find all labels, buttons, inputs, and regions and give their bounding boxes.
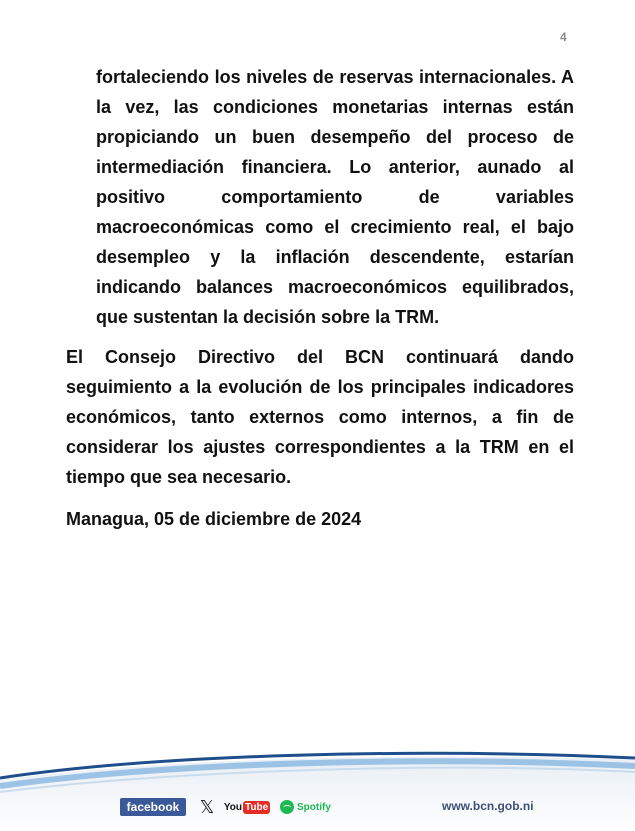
facebook-link[interactable]: facebook bbox=[120, 798, 186, 816]
paragraph-closing: El Consejo Directivo del BCN continuará dando seguimiento a la evolución de los principales indicadores económicos, tanto externos como internos, a fin de considerar los ajustes correspondientes a la TRM en el tiempo que sea necesario. bbox=[66, 347, 574, 487]
youtube-link[interactable] bbox=[223, 798, 269, 816]
page-number: 4 bbox=[560, 30, 567, 44]
place-date: Managua, 05 de diciembre de 2024 bbox=[66, 509, 362, 529]
youtube-logo-you: You bbox=[223, 801, 242, 813]
footer bbox=[0, 740, 635, 831]
spotify-icon bbox=[280, 800, 294, 814]
x-link[interactable]: 𝕏 bbox=[199, 796, 215, 818]
paragraph-continuation: fortaleciendo los niveles de reservas internacionales. A la vez, las condiciones monetarias internas están propiciando un buen desempeño del proceso de intermediación financiera. Lo anterior, aunado al positivo comportamiento de variables macroeconómicas como el crecimiento real, el bajo desempleo y la inflación descendente, estarían indicando balances macroeconómicos equilibrados, que sustentan la decisión sobre la TRM. bbox=[96, 67, 574, 327]
spotify-link[interactable] bbox=[280, 798, 334, 816]
document-body bbox=[66, 62, 574, 534]
website-link[interactable]: www.bcn.gob.ni bbox=[442, 799, 534, 813]
footer-wave-decoration bbox=[0, 740, 635, 831]
spotify-label: Spotify bbox=[297, 801, 331, 813]
youtube-logo-tube: Tube bbox=[245, 801, 269, 813]
